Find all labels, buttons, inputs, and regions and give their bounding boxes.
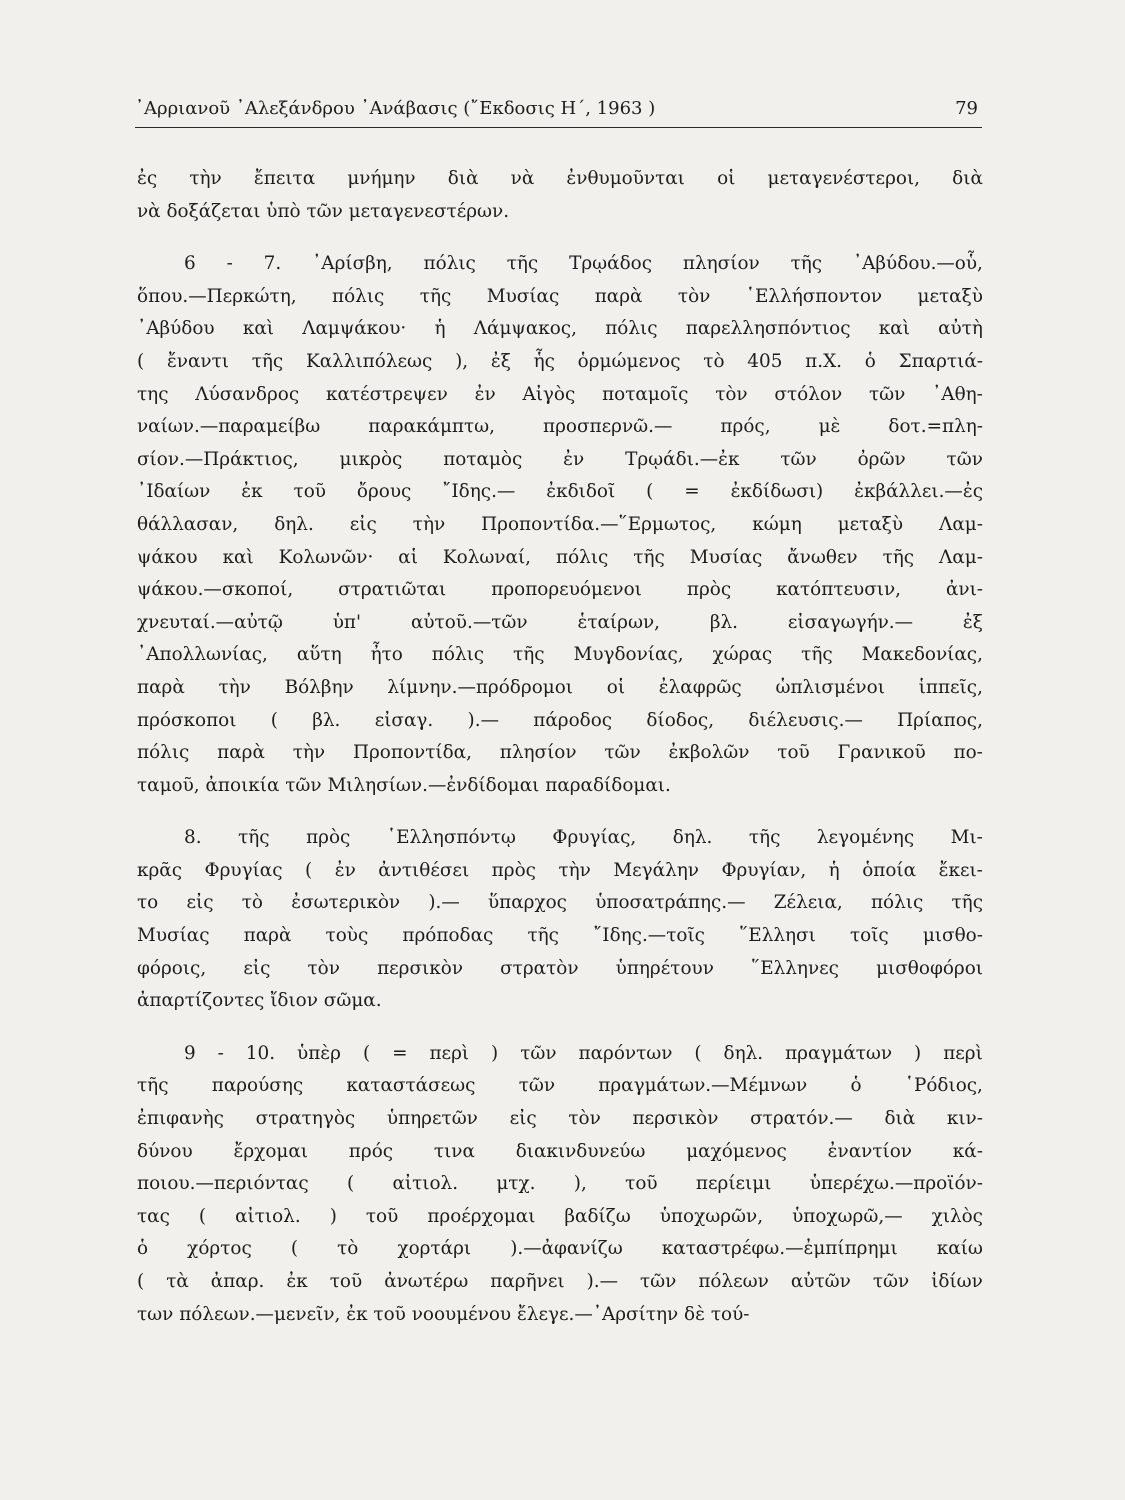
text-body <box>137 163 983 1331</box>
text-line: χνευταί.—αὐτῷ ὑπ' αὐτοῦ.—τῶν ἑταίρων, βλ. εἰσαγωγήν.— ἐξ <box>137 611 983 633</box>
text-line: ᾿Ιδαίων ἐκ τοῦ ὄρους ῎Ιδης.— ἐκδιδοῖ ( = ἐκδίδωσι) ἐκβάλλει.—ἐς <box>137 481 983 503</box>
text-line: πρόσκοποι ( βλ. εἰσαγ. ).— πάροδος δίοδος, διέλευσις.— Πρίαπος, <box>137 709 983 731</box>
header-title: ᾿Αρριανοῦ ᾿Αλεξάνδρου ᾿Ανάβασις (῎Εκδοσις Η΄, 1963 ) <box>135 98 656 119</box>
text-line: 6 - 7. ᾿Αρίσβη, πόλις τῆς Τρῳάδος πλησίον τῆς ᾿Αβύδου.—οὗ, <box>184 253 983 275</box>
paragraph <box>137 163 983 228</box>
paragraph-gap <box>137 228 983 248</box>
paragraph-gap <box>137 802 983 822</box>
text-line: νὰ δοξάζεται ὑπὸ τῶν μεταγενεστέρων. <box>137 200 510 222</box>
text-line: των πόλεων.—μενεῖν, ἐκ τοῦ νοουμένου ἔλεγε.—᾿Αρσίτην δὲ τού- <box>137 1303 750 1325</box>
text-line: τας ( αἰτιολ. ) τοῦ προέρχομαι βαδίζω ὑποχωρῶν, ὑποχωρῶ,— χιλὸς <box>137 1205 983 1227</box>
text-line: ὁ χόρτος ( τὸ χορτάρι ).—ἀφανίζω καταστρέφω.—ἐμπίπρημι καίω <box>137 1238 983 1260</box>
text-line: 8. τῆς πρὸς ῾Ελλησπόντῳ Φρυγίας, δηλ. τῆς λεγομένης Μι- <box>184 827 983 849</box>
paragraph <box>137 822 983 1018</box>
text-line: ταμοῦ, ἀποικία τῶν Μιλησίων.—ἐνδίδομαι παραδίδομαι. <box>137 774 671 796</box>
text-line: παρὰ τὴν Βόλβην λίμνην.—πρόδρομοι οἱ ἐλαφρῶς ὡπλισμένοι ἱππεῖς, <box>137 676 983 698</box>
text-line: τῆς παρούσης καταστάσεως τῶν πραγμάτων.—Μέμνων ὁ ῾Ρόδιος, <box>137 1075 983 1097</box>
text-line: το εἰς τὸ ἐσωτερικὸν ).— ὕπαρχος ὑποσατράπης.— Ζέλεια, πόλις τῆς <box>137 892 983 914</box>
text-line: 9 - 10. ὑπὲρ ( = περὶ ) τῶν παρόντων ( δηλ. πραγμάτων ) περὶ <box>184 1042 983 1064</box>
paragraph-gap <box>137 1018 983 1038</box>
text-line: ἐπιφανὴς στρατηγὸς ὑπηρετῶν εἰς τὸν περσικὸν στρατόν.— διὰ κιν- <box>137 1108 983 1130</box>
text-line: πόλις παρὰ τὴν Προποντίδα, πλησίον τῶν ἐκβολῶν τοῦ Γρανικοῦ πο- <box>137 742 983 764</box>
running-header <box>135 98 982 128</box>
paragraph <box>137 248 983 802</box>
text-line: ὅπου.—Περκώτη, πόλις τῆς Μυσίας παρὰ τὸν ῾Ελλήσποντον μεταξὺ <box>137 285 983 307</box>
text-line: θάλλασαν, δηλ. εἰς τὴν Προποντίδα.—῞Ερμωτος, κώμη μεταξὺ Λαμ- <box>137 513 983 535</box>
text-line: ( ἔναντι τῆς Καλλιπόλεως ), ἐξ ἧς ὁρμώμενος τὸ 405 π.Χ. ὁ Σπαρτιά- <box>137 350 983 372</box>
text-line: Μυσίας παρὰ τοὺς πρόποδας τῆς ῎Ιδης.—τοῖς ῞Ελλησι τοῖς μισθο- <box>137 925 983 947</box>
text-line: κρᾶς Φρυγίας ( ἐν ἀντιθέσει πρὸς τὴν Μεγάλην Φρυγίαν, ἡ ὁποία ἔκει- <box>137 859 983 881</box>
text-line: ποιου.—περιόντας ( αἰτιολ. μτχ. ), τοῦ περίειμι ὑπερέχω.—προϊόν- <box>137 1173 983 1195</box>
text-line: ψάκου.—σκοποί, στρατιῶται προπορευόμενοι πρὸς κατόπτευσιν, ἀνι- <box>137 579 983 601</box>
text-line: δύνου ἔρχομαι πρός τινα διακινδυνεύω μαχόμενος ἐναντίον κά- <box>137 1140 983 1162</box>
page-number: 79 <box>955 98 978 119</box>
text-line: ναίων.—παραμείβω παρακάμπτω, προσπερνῶ.— πρός, μὲ δοτ.=πλη- <box>137 416 983 438</box>
text-line: ( τὰ ἀπαρ. ἐκ τοῦ ἀνωτέρω παρῆνει ).— τῶν πόλεων αὐτῶν τῶν ἰδίων <box>137 1271 983 1292</box>
text-line: ᾿Αβύδου καὶ Λαμψάκου· ἡ Λάμψακος, πόλις παρελλησπόντιος καὶ αὐτὴ <box>137 318 983 340</box>
text-line: ἀπαρτίζοντες ἴδιον σῶμα. <box>137 990 382 1012</box>
text-line: της Λύσανδρος κατέστρεψεν ἐν Αἰγὸς ποταμοῖς τὸν στόλον τῶν ᾿Αθη- <box>137 383 983 405</box>
paragraph <box>137 1038 983 1331</box>
text-line: ἐς τὴν ἔπειτα μνήμην διὰ νὰ ἐνθυμοῦνται οἱ μεταγενέστεροι, διὰ <box>137 168 983 189</box>
text-line: φόροις, εἰς τὸν περσικὸν στρατὸν ὑπηρέτουν ῞Ελληνες μισθοφόροι <box>137 957 983 979</box>
text-line: σίον.—Πράκτιος, μικρὸς ποταμὸς ἐν Τρῳάδι.—ἐκ τῶν ὀρῶν τῶν <box>137 448 983 470</box>
text-line: ψάκου καὶ Κολωνῶν· αἱ Κολωναί, πόλις τῆς Μυσίας ἄνωθεν τῆς Λαμ- <box>137 546 983 568</box>
text-line: ᾿Απολλωνίας, αὕτη ἦτο πόλις τῆς Μυγδονίας, χώρας τῆς Μακεδονίας, <box>137 644 983 666</box>
